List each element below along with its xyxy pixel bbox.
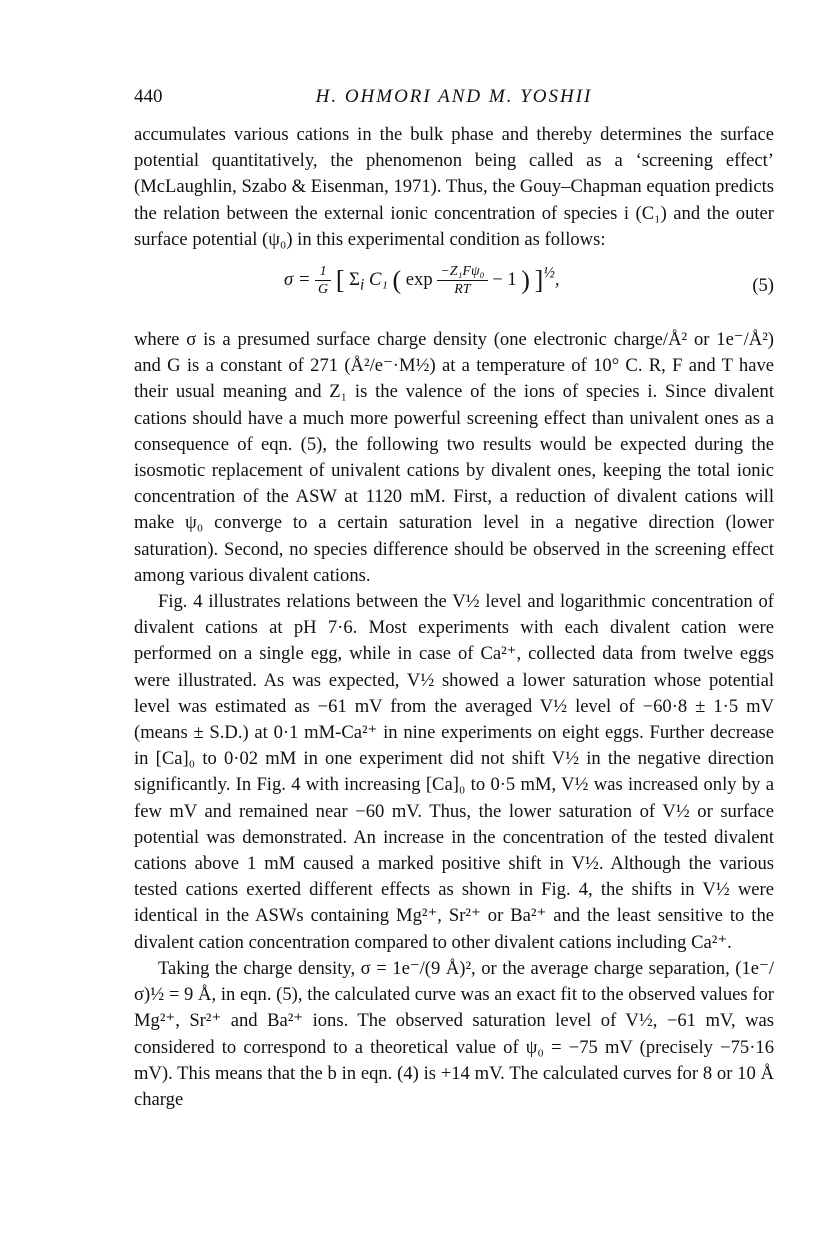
equation-5	[134, 261, 774, 317]
equation-tail: − 1	[492, 268, 517, 290]
equation-body: σ = $\frac{1}{G}$ [ $\Sigma_i$ C₁ ( exp $\frac{\text{−Z₁Fψ₀}}{RT}$ − 1 ) ]$^{\frac{1}{2}}$,	[284, 264, 560, 298]
equation-power: ½	[543, 264, 555, 282]
body-text	[134, 122, 774, 1113]
right-paren: )	[521, 265, 530, 295]
running-head: H. OHMORI AND M. YOSHII	[315, 86, 593, 107]
paragraph-2: where σ is a presumed surface charge density (one electronic charge/Å² or 1e⁻/Å²) and G is a constant of 271 (Å²/e⁻·M½) at a temperature of 10° C. R, F and T have their usual meaning and Z₁ is the valence of the ions of species i. Since divalent cations should have a much more powerful screening effect than univalent ones as a consequence of eqn. (5), the following two results would be expected during the isosmotic replacement of univalent cations by divalent ones, keeping the total ionic concentration of the ASW at 1120 mM. First, a reduction of divalent cations will make ψ₀ converge to a certain saturation level in a negative direction (lower saturation). Second, no species difference should be observed in the screening effect among various divalent cations.	[134, 329, 774, 586]
paragraph-3: Fig. 4 illustrates relations between the V½ level and logarithmic concentration of divalent cations at pH 7·6. Most experiments with each divalent cation were performed on a single egg, while in case of Ca²⁺, collected data from twelve eggs were illustrated. As was expected, V½ showed a lower saturation whose potential level was estimated as −61 mV from the averaged V½ level of −60·8 ± 1·5 mV (means ± S.D.) at 0·1 mM-Ca²⁺ in nine experiments on eight eggs. Further decrease in [Ca]₀ to 0·02 mM in one experiment did not shift V½ in the negative direction significantly. In Fig. 4 with increasing [Ca]₀ to 0·5 mM, V½ was increased only by a few mV and remained near −60 mV. Thus, the lower saturation of V½ or surface potential was demonstrated. An increase in the concentration of the tested divalent cations above 1 mM caused a marked positive shift in V½. Although the various tested cations exerted different effects as shown in Fig. 4, the shifts in V½ were identical in the ASWs containing Mg²⁺, Sr²⁺ or Ba²⁺ and the least sensitive to the divalent cation concentration compared to other divalent cations including Ca²⁺.	[134, 591, 774, 953]
sum-symbol: Σ	[349, 268, 360, 290]
right-bracket: ]	[534, 265, 544, 295]
page-number: 440	[134, 86, 163, 107]
exp-label: exp	[405, 268, 433, 290]
exponent-fraction: $\frac{\text{−Z₁Fψ₀}}{RT}$	[437, 263, 487, 298]
equation-number: (5)	[752, 275, 774, 297]
page-header	[134, 86, 774, 112]
equation-lhs: σ =	[284, 268, 311, 290]
equation-term: C₁	[368, 268, 388, 290]
left-bracket: [	[335, 265, 345, 295]
left-paren: (	[392, 265, 402, 295]
paragraph-4: Taking the charge density, σ = 1e⁻/(9 Å)², or the average charge separation, (1e⁻/σ)½ = 9 Å, in eqn. (5), the calculated curve was an exact fit to the observed values for Mg²⁺, Sr²⁺ and Ba²⁺ ions. The observed saturation level of V½, −61 mV, was considered to correspond to a theoretical value of ψ₀ = −75 mV (precisely −75·16 mV). This means that the b in eqn. (4) is +14 mV. The calculated curves for 8 or 10 Å charge	[134, 957, 774, 1110]
equation-coefficient: $\frac{1}{G}$	[315, 263, 331, 298]
paragraph-1: accumulates various cations in the bulk phase and thereby determines the surface potential quantitatively, the phenomenon being called as a ‘screening effect’ (McLaughlin, Szabo & Eisenman, 1971). Thus, the Gouy–Chapman equation predicts the relation between the external ionic concentration of species i (C₁) and the outer surface potential (ψ₀) in this experimental condition as follows:	[134, 124, 774, 250]
